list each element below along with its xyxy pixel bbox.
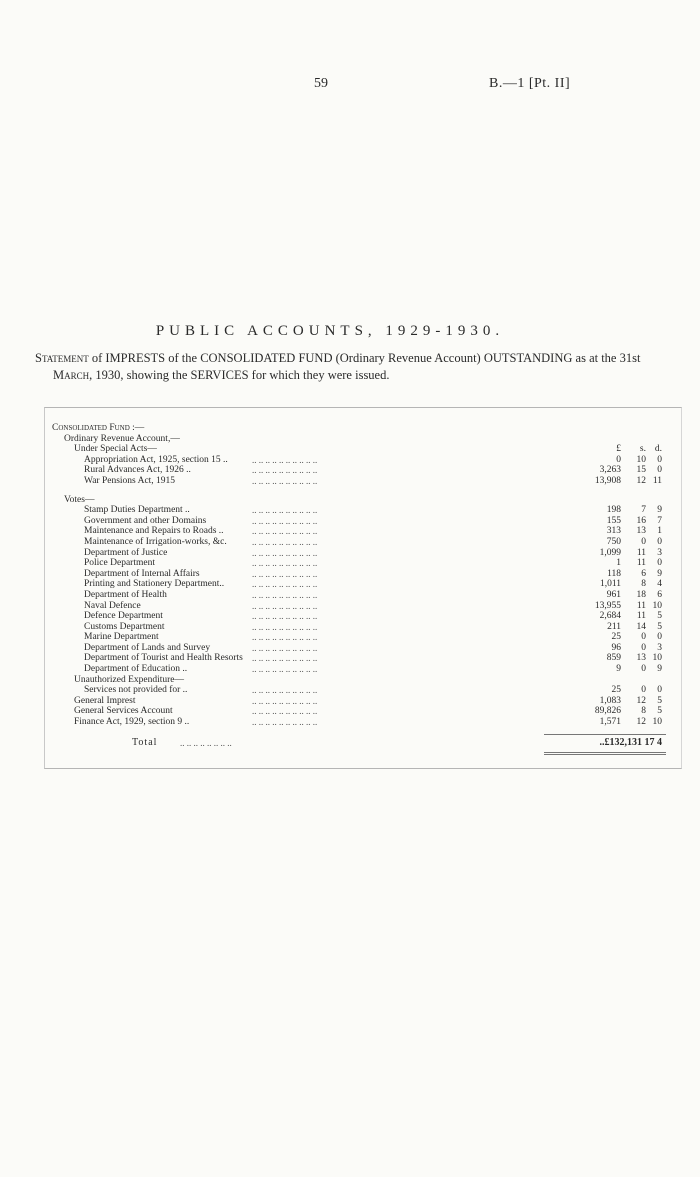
amount-pounds: 1 xyxy=(616,558,621,569)
table-row xyxy=(52,476,672,487)
leader-dots: .. .. .. .. .. .. .. .. .. .. xyxy=(252,568,318,579)
leader-dots: .. .. .. .. .. .. .. .. .. .. xyxy=(252,475,318,486)
table-row xyxy=(52,548,672,559)
leader-dots: .. .. .. .. .. .. .. .. .. .. xyxy=(252,515,318,526)
total-row xyxy=(52,738,672,754)
table-row xyxy=(52,664,672,675)
amount-pence: 0 xyxy=(657,632,662,643)
leader-dots: .. .. .. .. .. .. .. .. .. .. xyxy=(252,536,318,547)
leader-dots: .. .. .. .. .. .. .. .. .. .. xyxy=(252,454,318,465)
row-label: Department of Education .. xyxy=(84,664,188,675)
amount-pence: 4 xyxy=(657,579,662,590)
amount-pounds: 1,571 xyxy=(599,717,621,728)
row-label: Printing and Stationery Department.. xyxy=(84,579,225,590)
row-label: Appropriation Act, 1925, section 15 .. xyxy=(84,454,228,465)
row-label: Maintenance and Repairs to Roads .. xyxy=(84,526,224,537)
amount-pence: 10 xyxy=(652,717,662,728)
total-rule-bottom xyxy=(544,752,666,753)
amount-pence: 9 xyxy=(657,664,662,675)
table-heading: Consolidated Fund :— xyxy=(52,423,145,433)
leader-dots: .. .. .. .. .. .. .. .. .. .. xyxy=(252,632,318,643)
amount-pounds: 313 xyxy=(606,526,621,537)
row-label: Department of Internal Affairs xyxy=(84,568,200,579)
table-row xyxy=(52,622,672,633)
amount-pence: 10 xyxy=(652,653,662,664)
statement-month: March xyxy=(53,368,90,382)
amount-pence: 0 xyxy=(657,454,662,465)
pence-header: d. xyxy=(654,444,662,455)
votes-heading: Votes— xyxy=(64,494,95,505)
table-rows xyxy=(52,423,672,754)
amount-shillings: 0 xyxy=(641,632,646,643)
imprests-table xyxy=(44,407,682,769)
amount-shillings: 12 xyxy=(636,695,646,706)
amount-pence: 0 xyxy=(657,558,662,569)
leader-dots: .. .. .. .. .. .. .. .. .. .. xyxy=(252,558,318,569)
amount-shillings: 0 xyxy=(641,664,646,675)
amount-pence: 10 xyxy=(652,600,662,611)
statement-paragraph xyxy=(35,350,675,384)
amount-shillings: 11 xyxy=(636,600,646,611)
row-label: Department of Health xyxy=(84,589,167,600)
amount-shillings: 8 xyxy=(641,579,646,590)
table-row xyxy=(52,611,672,622)
row-label: Maintenance of Irrigation-works, &c. xyxy=(84,536,227,547)
total-leader-dots: .. .. .. .. .. .. .. .. xyxy=(180,737,232,748)
table-row xyxy=(52,685,672,696)
row-label: General Services Account xyxy=(74,706,173,717)
table-row xyxy=(52,558,672,569)
leader-dots: .. .. .. .. .. .. .. .. .. .. xyxy=(252,642,318,653)
table-row xyxy=(52,505,672,516)
leader-dots: .. .. .. .. .. .. .. .. .. .. xyxy=(252,695,318,706)
row-label: Police Department xyxy=(84,558,155,569)
amount-pence: 7 xyxy=(657,515,662,526)
leader-dots: .. .. .. .. .. .. .. .. .. .. xyxy=(252,547,318,558)
amount-pounds: 198 xyxy=(606,505,621,516)
row-label: General Imprest xyxy=(74,695,136,706)
amount-pence: 5 xyxy=(657,621,662,632)
leader-dots: .. .. .. .. .. .. .. .. .. .. xyxy=(252,600,318,611)
row-label: Customs Department xyxy=(84,621,165,632)
amount-pounds: 211 xyxy=(607,621,621,632)
amount-pounds: 750 xyxy=(606,536,621,547)
amount-pounds: 859 xyxy=(606,653,621,664)
page-number: 59 xyxy=(314,76,328,91)
amount-pounds: 89,826 xyxy=(594,706,621,717)
table-subheading: Ordinary Revenue Account,— xyxy=(64,433,180,444)
leader-dots: .. .. .. .. .. .. .. .. .. .. xyxy=(252,589,318,600)
row-label: Government and other Domains xyxy=(84,515,207,526)
amount-pounds: 9 xyxy=(616,664,621,675)
unauthorized-heading: Unauthorized Expenditure— xyxy=(74,674,185,685)
table-row xyxy=(52,696,672,707)
unauthorized-group xyxy=(52,685,672,696)
statement-text: of IMPRESTS of the CONSOLIDATED FUND (Ordinary Revenue Account) OUTSTANDING as at the 31st xyxy=(88,351,641,365)
amount-shillings: 13 xyxy=(636,653,646,664)
amount-pence: 0 xyxy=(657,685,662,696)
table-row xyxy=(52,643,672,654)
leader-dots: .. .. .. .. .. .. .. .. .. .. xyxy=(252,621,318,632)
amount-shillings: 15 xyxy=(636,465,646,476)
amount-shillings: 0 xyxy=(641,642,646,653)
amount-pounds: 13,955 xyxy=(594,600,621,611)
amount-pence: 3 xyxy=(657,642,662,653)
amount-shillings: 12 xyxy=(636,475,646,486)
total-rule-bottom-double xyxy=(544,754,666,755)
amount-shillings: 16 xyxy=(636,515,646,526)
amount-pounds: 3,263 xyxy=(599,465,621,476)
table-row xyxy=(52,590,672,601)
pounds-header: £ xyxy=(616,444,621,455)
total-amount: ..£132,131 17 4 xyxy=(599,736,662,748)
table-row xyxy=(52,717,672,728)
amount-pounds: 1,099 xyxy=(599,547,621,558)
amount-shillings: 13 xyxy=(636,526,646,537)
table-row xyxy=(52,569,672,580)
table-row xyxy=(52,579,672,590)
row-label: Department of Tourist and Health Resorts xyxy=(84,653,243,664)
amount-pence: 5 xyxy=(657,611,662,622)
leader-dots: .. .. .. .. .. .. .. .. .. .. xyxy=(252,611,318,622)
row-label: War Pensions Act, 1915 xyxy=(84,475,176,486)
row-label: Marine Department xyxy=(84,632,159,643)
amount-pence: 9 xyxy=(657,505,662,516)
amount-pounds: 13,908 xyxy=(594,475,621,486)
votes-group xyxy=(52,505,672,675)
row-label: Department of Lands and Survey xyxy=(84,642,211,653)
special-acts-group xyxy=(52,455,672,487)
amount-pence: 5 xyxy=(657,695,662,706)
table-row xyxy=(52,632,672,643)
table-row xyxy=(52,706,672,717)
amount-pence: 11 xyxy=(652,475,662,486)
amount-shillings: 12 xyxy=(636,717,646,728)
amount-shillings: 11 xyxy=(636,547,646,558)
shillings-header: s. xyxy=(639,444,646,455)
table-row xyxy=(52,526,672,537)
row-label: Services not provided for .. xyxy=(84,685,188,696)
amount-pounds: 2,684 xyxy=(599,611,621,622)
amount-pounds: 118 xyxy=(607,568,621,579)
amount-pounds: 1,083 xyxy=(599,695,621,706)
leader-dots: .. .. .. .. .. .. .. .. .. .. xyxy=(252,579,318,590)
leader-dots: .. .. .. .. .. .. .. .. .. .. xyxy=(252,717,318,728)
statement-lead-word: Statement xyxy=(35,351,89,365)
leader-dots: .. .. .. .. .. .. .. .. .. .. xyxy=(252,526,318,537)
leader-dots: .. .. .. .. .. .. .. .. .. .. xyxy=(252,653,318,664)
amount-pence: 6 xyxy=(657,589,662,600)
row-label: Rural Advances Act, 1926 .. xyxy=(84,465,191,476)
amount-pence: 5 xyxy=(657,706,662,717)
special-acts-heading: Under Special Acts— xyxy=(74,444,157,455)
amount-pence: 1 xyxy=(657,526,662,537)
other-group xyxy=(52,696,672,728)
table-row xyxy=(52,465,672,476)
amount-shillings: 0 xyxy=(641,685,646,696)
row-label: Defence Department xyxy=(84,611,163,622)
statement-text-end: , 1930, showing the SERVICES for which they were issued. xyxy=(89,368,390,382)
page-title: PUBLIC ACCOUNTS, 1929-1930. xyxy=(155,323,505,339)
total-label: Total xyxy=(132,736,158,748)
leader-dots: .. .. .. .. .. .. .. .. .. .. xyxy=(252,706,318,717)
leader-dots: .. .. .. .. .. .. .. .. .. .. xyxy=(252,505,318,516)
amount-pounds: 961 xyxy=(606,589,621,600)
amount-shillings: 0 xyxy=(641,536,646,547)
table-row xyxy=(52,653,672,664)
amount-shillings: 11 xyxy=(636,558,646,569)
total-rule-top xyxy=(544,734,666,735)
table-row xyxy=(52,601,672,612)
amount-pence: 3 xyxy=(657,547,662,558)
amount-shillings: 18 xyxy=(636,589,646,600)
document-reference: B.—1 [Pt. II] xyxy=(489,76,571,91)
amount-pounds: 25 xyxy=(611,632,621,643)
leader-dots: .. .. .. .. .. .. .. .. .. .. xyxy=(252,664,318,675)
row-label: Stamp Duties Department .. xyxy=(84,505,190,516)
amount-pounds: 0 xyxy=(616,454,621,465)
row-label: Finance Act, 1929, section 9 .. xyxy=(74,717,190,728)
amount-pence: 0 xyxy=(657,465,662,476)
table-row xyxy=(52,455,672,466)
row-label: Naval Defence xyxy=(84,600,141,611)
amount-pounds: 155 xyxy=(606,515,621,526)
amount-pounds: 25 xyxy=(611,685,621,696)
row-label: Department of Justice xyxy=(84,547,168,558)
amount-pence: 0 xyxy=(657,536,662,547)
leader-dots: .. .. .. .. .. .. .. .. .. .. xyxy=(252,465,318,476)
amount-shillings: 6 xyxy=(641,568,646,579)
amount-shillings: 8 xyxy=(641,706,646,717)
leader-dots: .. .. .. .. .. .. .. .. .. .. xyxy=(252,685,318,696)
amount-shillings: 10 xyxy=(636,454,646,465)
amount-pounds: 96 xyxy=(611,642,621,653)
amount-shillings: 14 xyxy=(636,621,646,632)
amount-pence: 9 xyxy=(657,568,662,579)
amount-shillings: 11 xyxy=(636,611,646,622)
table-row xyxy=(52,516,672,527)
table-row xyxy=(52,537,672,548)
amount-shillings: 7 xyxy=(641,505,646,516)
amount-pounds: 1,011 xyxy=(599,579,621,590)
